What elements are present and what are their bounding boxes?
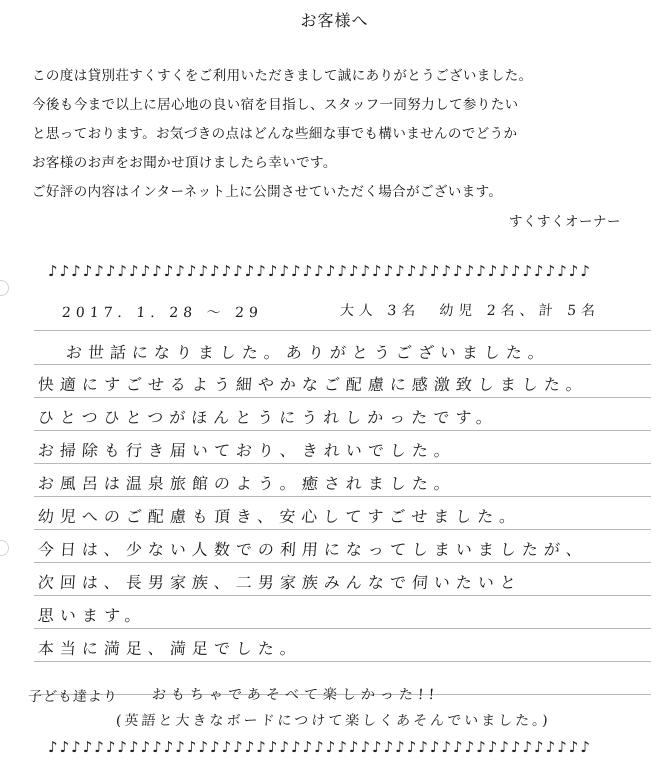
- comment-line: お世話になりました。ありがとうございました。: [65, 343, 551, 362]
- comment-line: 快適にすごせるよう細やかなご配慮に感激致しました。: [37, 375, 589, 394]
- party-size: 大人 3名 幼児 2名、計 5名: [339, 303, 601, 319]
- comment-line: 思います。: [37, 606, 148, 625]
- binder-hole: [0, 540, 9, 556]
- stay-dates: 2017. 1. 28 〜 29: [61, 305, 264, 321]
- ruled-line: [34, 529, 651, 530]
- intro-line: お客様のお声をお聞かせ頂けましたら幸いです。: [32, 155, 337, 171]
- ruled-line: [34, 628, 651, 629]
- kids-message: おもちゃであそべて楽しかった!!: [151, 687, 440, 703]
- comment-line: 幼児へのご配慮も頂き、安心してすごせました。: [37, 507, 522, 526]
- comment-line: お掃除も行き届いており、きれいでした。: [37, 441, 457, 460]
- binder-hole: [0, 280, 9, 296]
- comment-line: 本当に満足、満足でした。: [37, 639, 303, 658]
- ruled-line: [34, 595, 651, 596]
- comment-line: 次回は、長男家族、二男家族みんなで伺いたいと: [37, 573, 523, 592]
- ruled-line: [34, 661, 651, 662]
- kids-message-note: (英語と大きなボードにつけて楽しくあそんでいました。): [115, 713, 552, 729]
- kids-label: 子ども達より: [27, 689, 119, 705]
- comment-line: ひとつひとつがほんとうにうれしかったです。: [37, 408, 499, 427]
- ruled-line: [34, 562, 651, 563]
- music-note-border-top: ♪♪♪♪♪♪♪♪♪♪♪♪♪♪♪♪♪♪♪♪♪♪♪♪♪♪♪♪♪♪♪♪♪♪♪♪♪♪♪♪♪♪♪♪♪♪♪: [48, 262, 592, 280]
- ruled-line: [34, 463, 651, 464]
- comment-line: お風呂は温泉旅館のよう。癒されました。: [37, 474, 457, 493]
- music-note-border-bottom: ♪♪♪♪♪♪♪♪♪♪♪♪♪♪♪♪♪♪♪♪♪♪♪♪♪♪♪♪♪♪♪♪♪♪♪♪♪♪♪♪♪♪♪♪♪♪♪: [48, 738, 592, 756]
- intro-line: ご好評の内容はインターネット上に公開させていただく場合がございます。: [32, 184, 503, 200]
- comment-line: 今日は、少ない人数での利用になってしまいましたが、: [37, 540, 589, 559]
- ruled-line: [34, 397, 651, 398]
- ruled-line: [34, 496, 651, 497]
- ruled-line: [34, 330, 651, 331]
- intro-line: と思っております。お気づきの点はどんな些細な事でも構いませんのでどうか: [32, 126, 518, 142]
- page-title: お客様へ: [300, 11, 369, 30]
- ruled-line: [34, 364, 651, 365]
- intro-line: 今後も今まで以上に居心地の良い宿を目指し、スタッフ一同努力して参りたい: [32, 97, 519, 113]
- ruled-line: [34, 430, 651, 431]
- owner-signature: すくすくオーナー: [509, 214, 621, 230]
- intro-line: この度は貸別荘すくすくをご利用いただきまして誠にありがとうございました。: [32, 68, 533, 84]
